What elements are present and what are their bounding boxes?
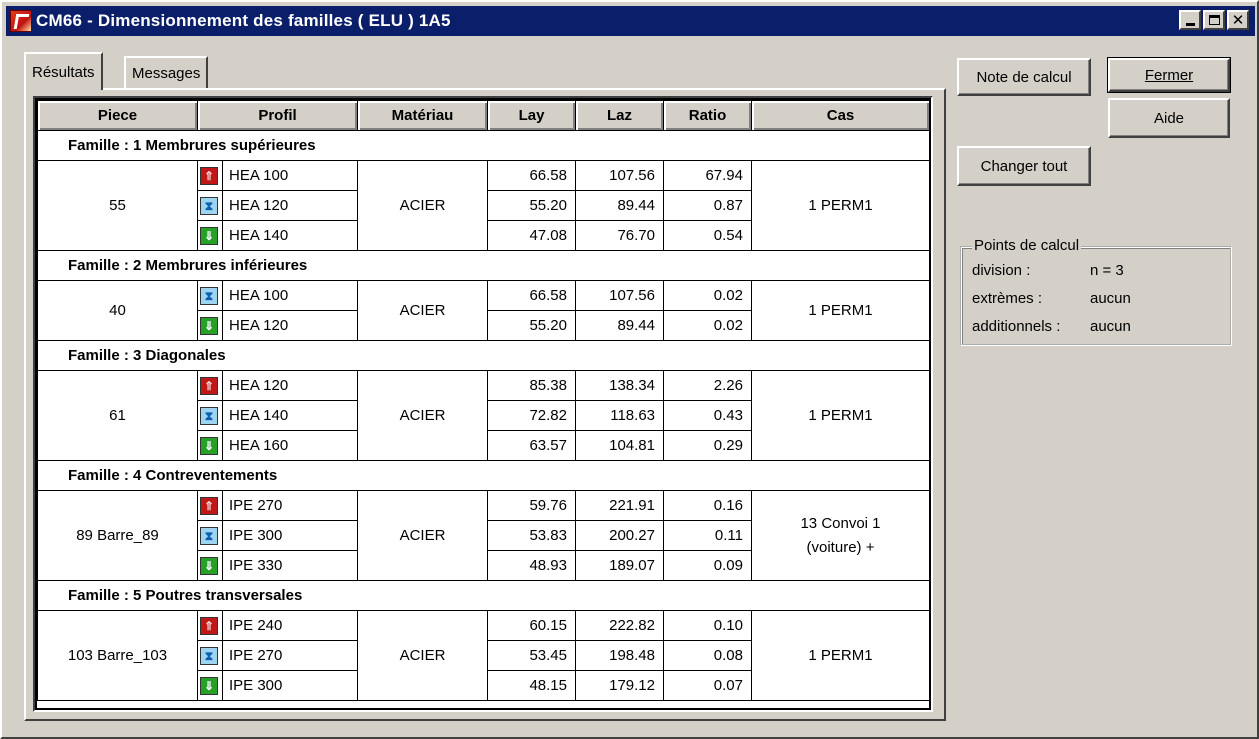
family-header-row [38, 461, 930, 491]
profil-cell[interactable] [198, 521, 358, 551]
family-header-row [38, 131, 930, 161]
materiau-cell: ACIER [358, 491, 488, 581]
profil-label: IPE 330 [222, 551, 357, 580]
points-de-calcul-title: Points de calcul [974, 237, 1080, 254]
profil-label: IPE 300 [222, 521, 357, 550]
points-de-calcul-group [960, 237, 1232, 346]
laz-cell: 107.56 [576, 161, 664, 191]
close-icon: ✕ [1231, 10, 1245, 29]
division-value: n = 3 [1090, 262, 1124, 279]
profil-label: HEA 140 [222, 221, 357, 250]
family-header-row [38, 341, 930, 371]
additionnels-value: aucun [1090, 318, 1131, 335]
tab-messages-label: Messages [132, 64, 201, 82]
profil-cell[interactable] [198, 221, 358, 251]
laz-cell: 189.07 [576, 551, 664, 581]
table-row[interactable] [38, 161, 930, 191]
col-header-piece[interactable]: Piece [38, 101, 198, 131]
division-label: division : [972, 262, 1031, 279]
cas-line: 1 PERM1 [808, 406, 873, 424]
up-arrow-icon: ⇑ [200, 167, 218, 185]
lay-cell: 47.08 [488, 221, 576, 251]
lay-cell: 66.58 [488, 281, 576, 311]
hourglass-icon: ⧗ [200, 407, 218, 425]
lay-cell: 59.76 [488, 491, 576, 521]
profil-label: HEA 120 [222, 191, 357, 220]
additionnels-label: additionnels : [972, 318, 1061, 335]
piece-cell: 61 [38, 371, 198, 461]
maximize-button[interactable] [1203, 10, 1225, 30]
title-bar[interactable] [6, 6, 1255, 36]
cas-line: (voiture) + [806, 538, 875, 556]
extremes-value: aucun [1090, 290, 1131, 307]
laz-cell: 222.82 [576, 611, 664, 641]
ratio-cell: 0.29 [664, 431, 752, 461]
laz-cell: 221.91 [576, 491, 664, 521]
laz-cell: 179.12 [576, 671, 664, 701]
profil-cell[interactable] [198, 161, 358, 191]
family-header-row [38, 581, 930, 611]
col-header-lay[interactable]: Lay [488, 101, 576, 131]
profil-label: IPE 270 [222, 641, 357, 670]
family-label: Famille : 1 Membrures supérieures [38, 131, 930, 161]
table-row[interactable] [38, 371, 930, 401]
family-label: Famille : 5 Poutres transversales [38, 581, 930, 611]
cas-cell [752, 161, 930, 251]
materiau-cell: ACIER [358, 371, 488, 461]
aide-button[interactable] [1108, 98, 1230, 138]
ratio-cell: 0.10 [664, 611, 752, 641]
minimize-button[interactable] [1179, 10, 1201, 30]
down-arrow-icon: ⇓ [200, 677, 218, 695]
fermer-button[interactable] [1108, 58, 1230, 92]
cas-line: 1 PERM1 [808, 646, 873, 664]
table-row[interactable] [38, 611, 930, 641]
changer-tout-button[interactable] [957, 146, 1091, 186]
family-label: Famille : 3 Diagonales [38, 341, 930, 371]
hourglass-icon: ⧗ [200, 527, 218, 545]
close-button[interactable] [1227, 10, 1249, 30]
laz-cell: 89.44 [576, 191, 664, 221]
results-grid-frame [33, 96, 933, 712]
lay-cell: 63.57 [488, 431, 576, 461]
laz-cell: 118.63 [576, 401, 664, 431]
down-arrow-icon: ⇓ [200, 557, 218, 575]
hourglass-icon: ⧗ [200, 647, 218, 665]
profil-label: HEA 160 [222, 431, 357, 460]
lay-cell: 53.83 [488, 521, 576, 551]
family-label: Famille : 4 Contreventements [38, 461, 930, 491]
lay-cell: 85.38 [488, 371, 576, 401]
profil-cell[interactable] [198, 401, 358, 431]
tab-resultats-label: Résultats [32, 63, 95, 81]
col-header-materiau[interactable]: Matériau [358, 101, 488, 131]
tab-messages[interactable] [124, 56, 208, 88]
profil-label: HEA 120 [222, 311, 357, 340]
down-arrow-icon: ⇓ [200, 437, 218, 455]
laz-cell: 200.27 [576, 521, 664, 551]
lay-cell: 53.45 [488, 641, 576, 671]
laz-cell: 198.48 [576, 641, 664, 671]
tab-resultats[interactable] [24, 52, 103, 90]
title-bar-buttons [1179, 10, 1249, 30]
up-arrow-icon: ⇑ [200, 617, 218, 635]
cas-cell [752, 491, 930, 581]
laz-cell: 104.81 [576, 431, 664, 461]
materiau-cell: ACIER [358, 611, 488, 701]
ratio-cell: 67.94 [664, 161, 752, 191]
lay-cell: 60.15 [488, 611, 576, 641]
table-row[interactable] [38, 281, 930, 311]
ratio-cell: 0.09 [664, 551, 752, 581]
profil-label: HEA 100 [222, 161, 357, 190]
profil-label: HEA 140 [222, 401, 357, 430]
col-header-ratio[interactable]: Ratio [664, 101, 752, 131]
family-header-row [38, 251, 930, 281]
profil-cell[interactable] [198, 491, 358, 521]
extremes-label: extrèmes : [972, 290, 1043, 307]
piece-cell: 40 [38, 281, 198, 341]
lay-cell: 72.82 [488, 401, 576, 431]
hourglass-icon: ⧗ [200, 287, 218, 305]
profil-cell[interactable] [198, 551, 358, 581]
results-table [37, 100, 930, 701]
cas-cell [752, 281, 930, 341]
table-row[interactable] [38, 491, 930, 521]
ratio-cell: 0.02 [664, 311, 752, 341]
ratio-cell: 0.11 [664, 521, 752, 551]
header-row [38, 101, 930, 131]
profil-cell[interactable] [198, 611, 358, 641]
down-arrow-icon: ⇓ [200, 317, 218, 335]
cas-cell [752, 611, 930, 701]
window-title: CM66 - Dimensionnement des familles ( ELU ) 1A5 [36, 11, 451, 30]
ratio-cell: 0.07 [664, 671, 752, 701]
results-grid[interactable] [35, 98, 931, 710]
col-header-profil[interactable]: Profil [198, 101, 358, 131]
profil-cell[interactable] [198, 641, 358, 671]
profil-cell[interactable] [198, 431, 358, 461]
fermer-label: Fermer [1144, 66, 1194, 84]
cas-cell [752, 371, 930, 461]
minimize-icon [1186, 23, 1195, 26]
ratio-cell: 0.54 [664, 221, 752, 251]
col-header-laz[interactable]: Laz [576, 101, 664, 131]
ratio-cell: 0.43 [664, 401, 752, 431]
lay-cell: 66.58 [488, 161, 576, 191]
piece-cell: 103 Barre_103 [38, 611, 198, 701]
ratio-cell: 0.02 [664, 281, 752, 311]
cas-line: 1 PERM1 [808, 196, 873, 214]
laz-cell: 76.70 [576, 221, 664, 251]
changer-tout-label: Changer tout [980, 157, 1068, 175]
aide-label: Aide [1153, 109, 1185, 127]
hourglass-icon: ⧗ [200, 197, 218, 215]
down-arrow-icon: ⇓ [200, 227, 218, 245]
lay-cell: 55.20 [488, 191, 576, 221]
up-arrow-icon: ⇑ [200, 377, 218, 395]
profil-label: IPE 270 [222, 491, 357, 520]
cas-line: 13 Convoi 1 [800, 514, 881, 532]
cas-line: 1 PERM1 [808, 301, 873, 319]
profil-cell[interactable] [198, 191, 358, 221]
ratio-cell: 0.08 [664, 641, 752, 671]
lay-cell: 55.20 [488, 311, 576, 341]
up-arrow-icon: ⇑ [200, 497, 218, 515]
piece-cell: 89 Barre_89 [38, 491, 198, 581]
note-de-calcul-button[interactable] [957, 58, 1091, 96]
profil-cell[interactable] [198, 311, 358, 341]
materiau-cell: ACIER [358, 161, 488, 251]
ratio-cell: 0.16 [664, 491, 752, 521]
materiau-cell: ACIER [358, 281, 488, 341]
profil-label: IPE 300 [222, 671, 357, 700]
ratio-cell: 0.87 [664, 191, 752, 221]
profil-cell[interactable] [198, 281, 358, 311]
piece-cell: 55 [38, 161, 198, 251]
profil-label: HEA 120 [222, 371, 357, 400]
profil-cell[interactable] [198, 671, 358, 701]
profil-cell[interactable] [198, 371, 358, 401]
app-icon [10, 10, 32, 32]
note-de-calcul-label: Note de calcul [976, 68, 1072, 86]
laz-cell: 107.56 [576, 281, 664, 311]
ratio-cell: 2.26 [664, 371, 752, 401]
family-label: Famille : 2 Membrures inférieures [38, 251, 930, 281]
lay-cell: 48.15 [488, 671, 576, 701]
results-panel [24, 88, 946, 721]
col-header-cas[interactable]: Cas [752, 101, 930, 131]
laz-cell: 89.44 [576, 311, 664, 341]
profil-label: HEA 100 [222, 281, 357, 310]
profil-label: IPE 240 [222, 611, 357, 640]
lay-cell: 48.93 [488, 551, 576, 581]
maximize-icon [1209, 15, 1220, 25]
laz-cell: 138.34 [576, 371, 664, 401]
